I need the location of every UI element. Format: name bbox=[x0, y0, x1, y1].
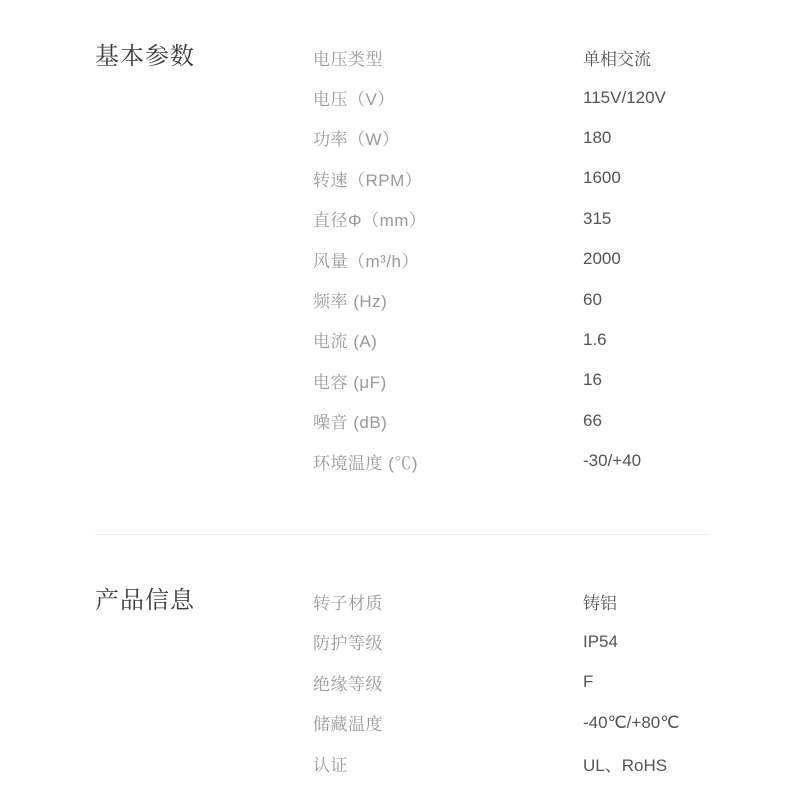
spec-row bbox=[313, 401, 707, 441]
spec-row bbox=[313, 360, 707, 400]
section-rows bbox=[313, 581, 707, 783]
spec-value: 115V/120V bbox=[583, 87, 666, 107]
spec-row bbox=[313, 199, 707, 239]
spec-label: 风量（m³/h） bbox=[313, 251, 419, 271]
spec-value: 1.6 bbox=[583, 329, 607, 349]
spec-label: 电容 (μF) bbox=[313, 372, 387, 392]
spec-value: 66 bbox=[583, 410, 602, 430]
spec-label: 电流 (A) bbox=[313, 332, 378, 352]
spec-label: 电压（V） bbox=[313, 90, 395, 110]
spec-section bbox=[95, 37, 707, 481]
spec-label: 绝缘等级 bbox=[313, 674, 383, 694]
spec-label: 电压类型 bbox=[313, 49, 383, 69]
spec-row bbox=[313, 320, 707, 360]
spec-label: 直径Φ（mm） bbox=[313, 211, 427, 231]
spec-label: 转子材质 bbox=[313, 593, 383, 613]
spec-label: 环境温度 (℃) bbox=[313, 453, 419, 473]
spec-row bbox=[313, 279, 707, 319]
spec-value: 60 bbox=[583, 289, 602, 309]
spec-label: 噪音 (dB) bbox=[313, 413, 388, 433]
spec-label: 频率 (Hz) bbox=[313, 292, 388, 312]
spec-row bbox=[313, 77, 707, 117]
spec-value: 16 bbox=[583, 370, 602, 390]
spec-value: IP54 bbox=[583, 631, 618, 651]
section-title: 产品信息 bbox=[95, 587, 195, 615]
spec-row bbox=[313, 743, 707, 783]
spec-value: UL、RoHS bbox=[583, 755, 668, 775]
spec-value: 单相交流 bbox=[583, 49, 651, 69]
spec-label: 认证 bbox=[313, 755, 348, 775]
section-rows bbox=[313, 37, 707, 481]
spec-row bbox=[313, 581, 707, 621]
spec-row bbox=[313, 158, 707, 198]
spec-row bbox=[313, 662, 707, 702]
section-divider bbox=[95, 534, 707, 535]
spec-value: -40℃/+80℃ bbox=[583, 712, 680, 732]
spec-row bbox=[313, 118, 707, 158]
spec-row bbox=[313, 702, 707, 742]
spec-label: 防护等级 bbox=[313, 634, 383, 654]
spec-value: F bbox=[583, 672, 594, 692]
spec-value: 315 bbox=[583, 208, 612, 228]
spec-value: 180 bbox=[583, 127, 612, 147]
spec-label: 储藏温度 bbox=[313, 715, 383, 735]
section-title: 基本参数 bbox=[95, 43, 195, 70]
spec-value: -30/+40 bbox=[583, 451, 642, 471]
spec-section bbox=[95, 581, 707, 783]
spec-label: 转速（RPM） bbox=[313, 170, 423, 190]
spec-row bbox=[313, 441, 707, 481]
spec-value: 1600 bbox=[583, 168, 621, 188]
spec-row bbox=[313, 239, 707, 279]
spec-label: 功率（W） bbox=[313, 130, 400, 150]
spec-row bbox=[313, 622, 707, 662]
spec-value: 铸铝 bbox=[583, 593, 617, 613]
spec-row bbox=[313, 37, 707, 77]
spec-value: 2000 bbox=[583, 249, 621, 269]
